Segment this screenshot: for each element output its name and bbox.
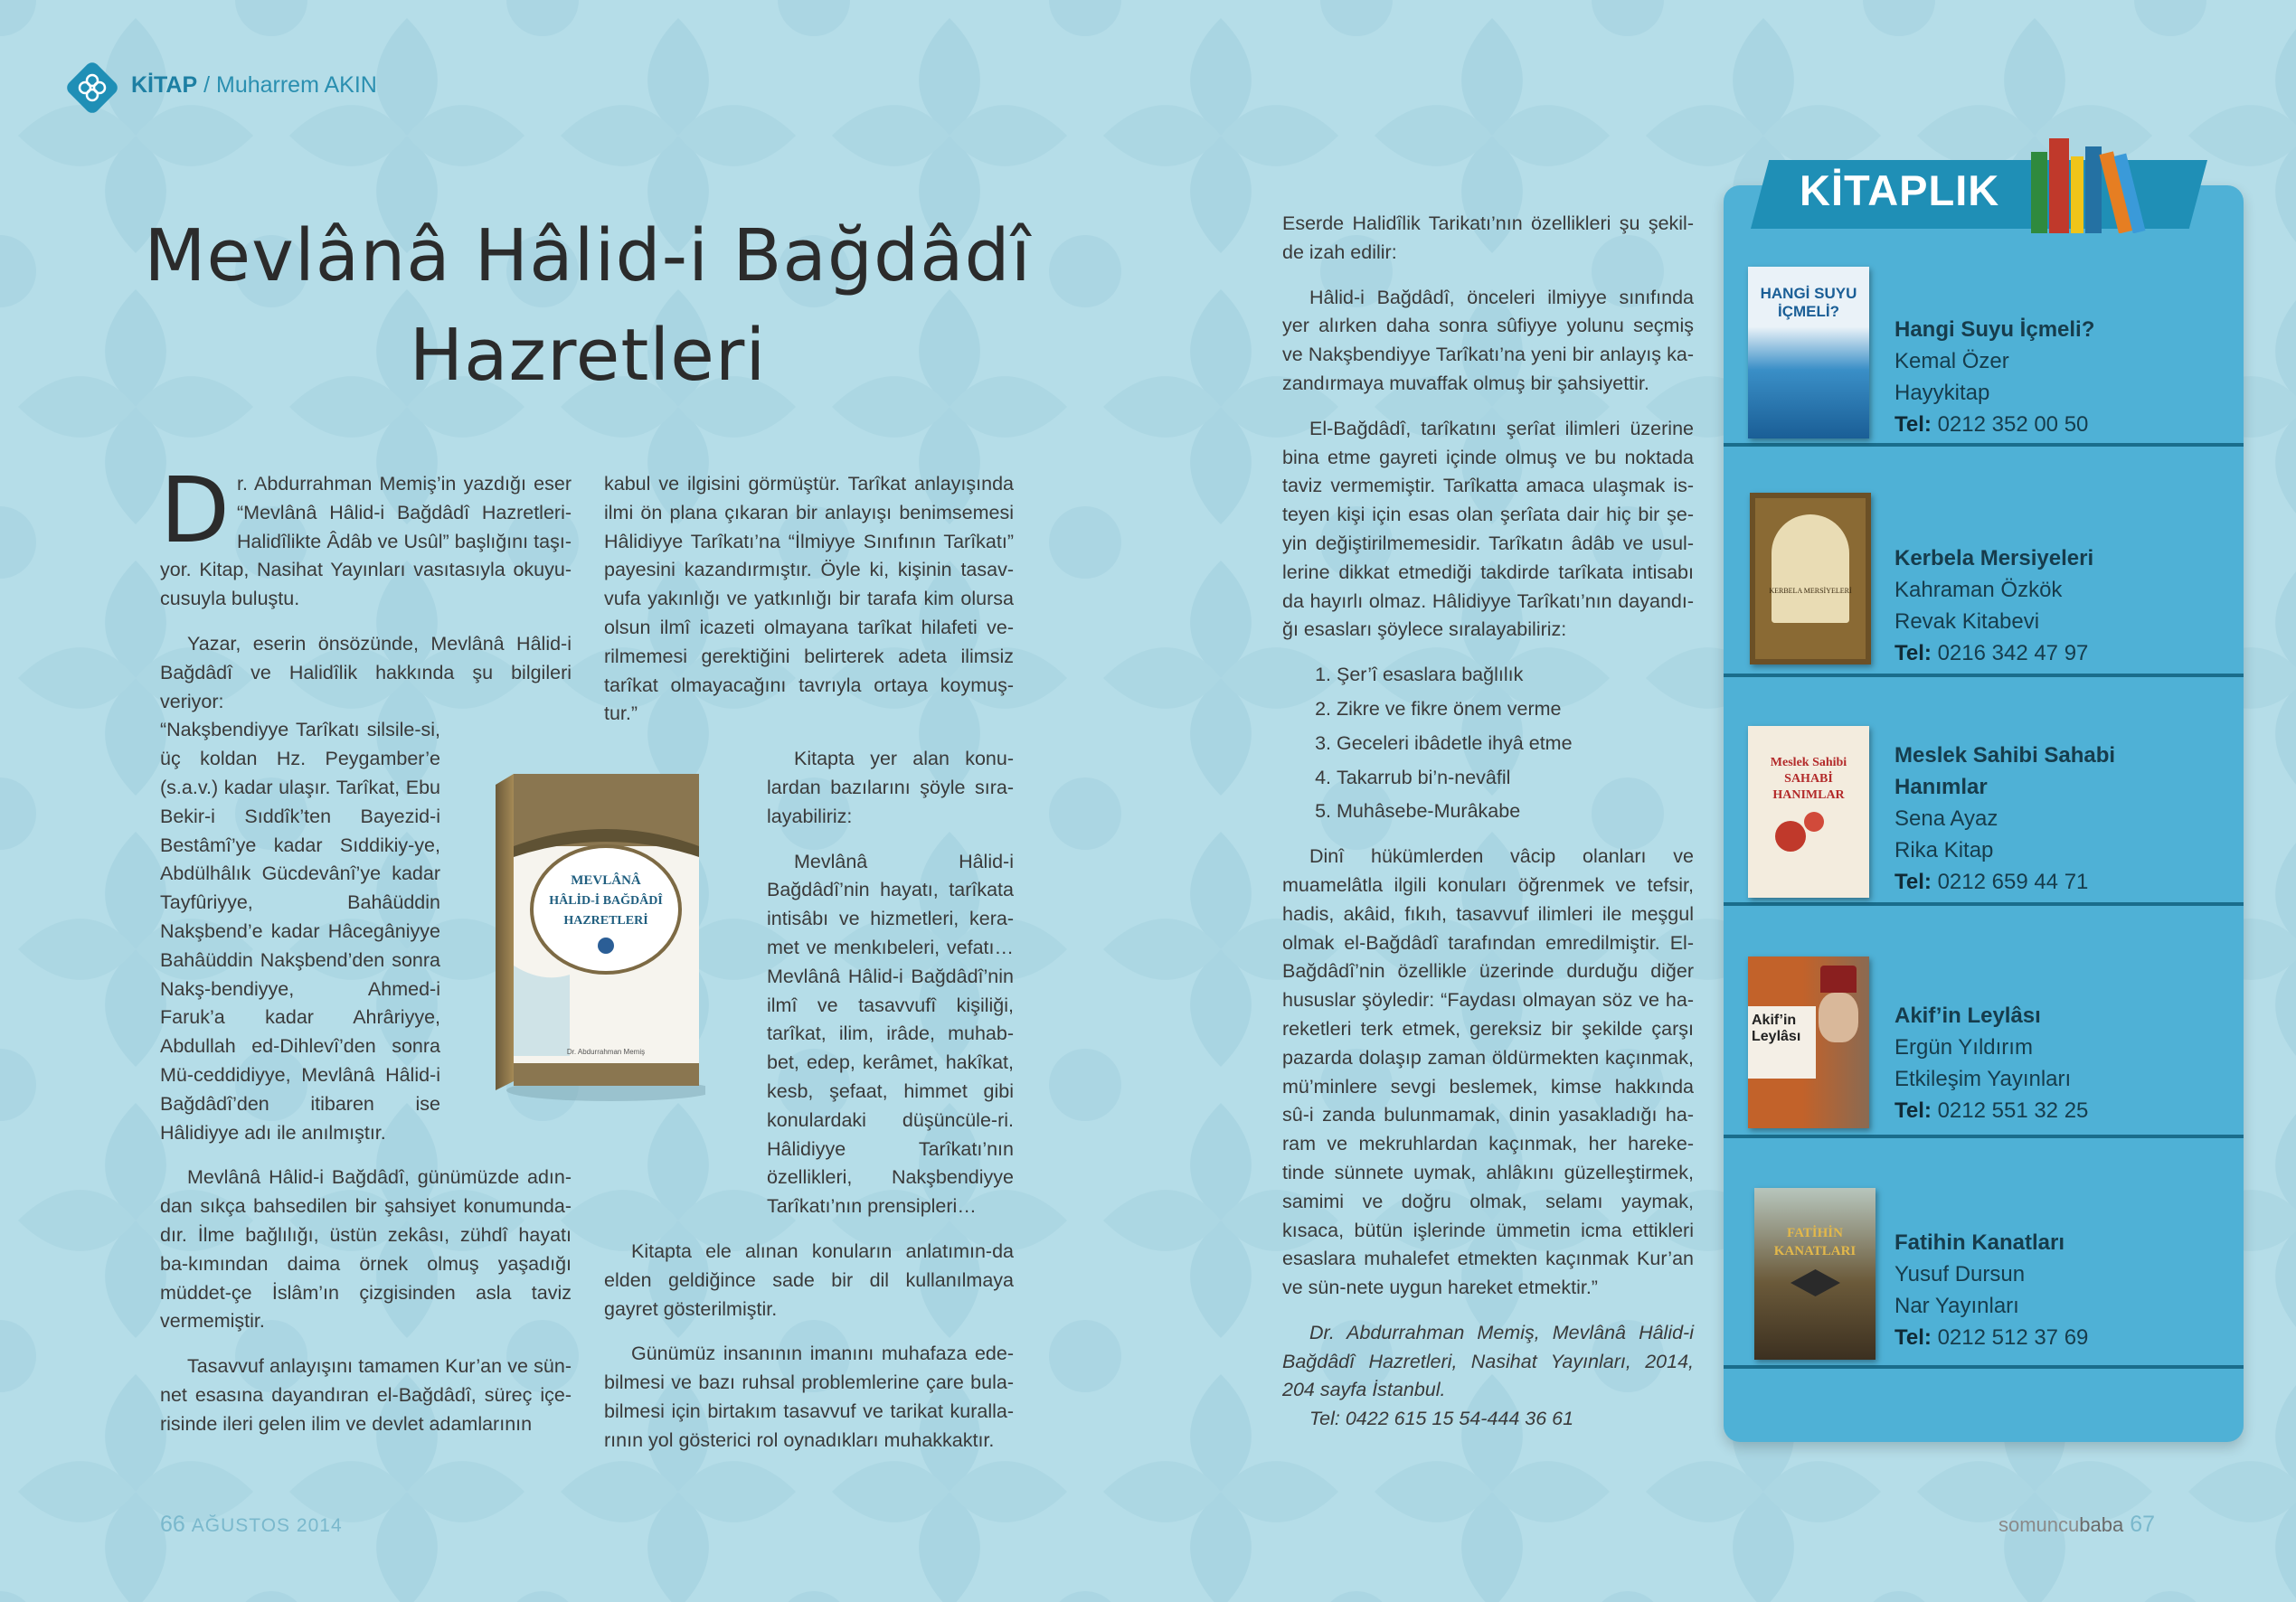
book-reference: Dr. Abdurrahman Memiş, Mevlânâ Hâlid-i Bağdâdî Hazretleri, Nasihat Yayınları, 2014, 204 sayfa İstanbul.: [1282, 1321, 1694, 1401]
book-item: [1745, 1188, 2234, 1369]
list-item: 5. Muhâsebe-Murâkabe: [1337, 797, 1694, 826]
list-item: 2. Zikre ve fikre önem verme: [1337, 695, 1694, 724]
paragraph: Kitapta yer alan konu-lardan bazılarını şöyle sıra-layabiliriz:: [767, 748, 1014, 827]
book-author: Kemal Özer: [1894, 349, 2009, 373]
cover-author: Dr. Abdurrahman Memiş: [566, 1048, 646, 1056]
book-info: [1894, 542, 2093, 669]
paragraph: Hâlid-i Bağdâdî, önceleri ilmiyye sınıfında yer alırken daha sonra sûfiyye yolunu seçmiş ve Nakşbendiyye Tarîkatı’na yeni bir anlayış ka-zandırmaya muvaffak olmuş bir şahsiyettir.: [1282, 286, 1694, 394]
section-header: [131, 72, 377, 99]
cover-title-line2: HÂLİD-İ BAĞDÂDÎ: [549, 894, 663, 908]
paragraph: Dr. Abdurrahman Memiş’in yazdığı eser “Mevlânâ Hâlid-i Bağdâdî Hazretleri-Halidîlikte Âdâb ve Usûl” başlığını taşı-yor. Kitap, Nasihat Yayınları vasıtasıyla okuyu-cusuyla buluştu.: [160, 457, 572, 610]
book-cover-thumbnail: Meslek Sahibi SAHABİ HANIMLAR: [1748, 726, 1869, 898]
book-title: Akif’in Leylâsı: [1894, 1004, 2041, 1028]
book-phone: Tel: 0212 659 44 71: [1894, 870, 2089, 894]
footer-left: [160, 1512, 343, 1538]
book-phone: Tel: 0212 352 00 50: [1894, 412, 2089, 437]
book-author: Ergün Yıldırım: [1894, 1035, 2033, 1060]
paragraph: Tasavvuf anlayışını tamamen Kur’an ve sün-net esasına dayandıran el-Bağdâdî, süreç içe-risinde ileri gelen ilim ve devlet adamlarının: [160, 1355, 572, 1435]
book-publisher: Nar Yayınları: [1894, 1294, 2019, 1318]
cover-title-line3: HAZRETLERİ: [563, 914, 648, 928]
book-info: [1894, 314, 2094, 440]
cover-title-line1: MEVLÂNÂ: [571, 873, 641, 888]
book-cover-thumbnail: KERBELA MERSİYELERİ: [1750, 493, 1871, 664]
paragraph: Eserde Halidîlik Tarikatı’nın özellikleri şu şekil-de izah edilir:: [1282, 212, 1694, 263]
book-author: Sena Ayaz: [1894, 806, 1998, 831]
book-publisher: Hayykitap: [1894, 381, 1990, 405]
book-publisher: Revak Kitabevi: [1894, 609, 2040, 634]
books-stack-icon: [2026, 134, 2148, 233]
magazine-brand: somuncubaba: [1998, 1513, 2124, 1536]
paragraph: Dinî hükümlerden vâcip olanları ve muamelâtla ilgili konuları öğrenmek ve tefsir, hadis, akâid, fıkıh, tasavvuf ilimleri ile meşgul olmak el-Bağdâdî tarafından emredilmiştir. El-Bağdâdî’nin özellikle üzerinde durduğu diğer hususlar şöyledir: “Faydası olmayan söz ve ha-reketleri terk etmek, gereksiz bir şekilde çarşı pazarda dolaşıp zaman öldürmekten kaçınmak, mü’minlere sevgi beslemek, kimse hakkında sû-i zanda bulunmamak, dinin yasakladığı ha-ram ve mekruhlardan kaçınmak, her hareke-tinde sünnete uymak, ahlâkını güzelleştirmek, samimi ve doğru olmak, selamı yaymak, kısaca, bütün işlerinde ümmetin icma ettikleri esaslara muhalefet etmekten kaçınmak Kur’an ve sün-nete uygun hareket etmektir.”: [1282, 845, 1694, 1299]
article-title-line2: Hazretleri: [409, 314, 767, 397]
list-item: 1. Şer’î esaslara bağlılık: [1337, 661, 1694, 690]
issue-date: AĞUSTOS 2014: [191, 1515, 343, 1536]
book-phone: Tel: 0212 512 37 69: [1894, 1325, 2089, 1350]
column-author: Muharrem AKIN: [216, 72, 377, 98]
book-item: [1745, 726, 2234, 907]
header-separator: /: [197, 72, 216, 98]
page-number-left: 66: [160, 1512, 185, 1537]
paragraph: Mevlânâ Hâlid-i Bağdâdî, günümüzde adın-dan sıkça bahsedilen bir şahsiyet konumunda-dır. İlme bağlılığı, üstün zekâsı, zühdî hayatı ba-kımından daima örnek olmuş yaşadığı müddet-çe İslâm’ın çizgisinden asla taviz vermemiştir.: [160, 1166, 572, 1333]
book-author: Kahraman Özkök: [1894, 578, 2063, 602]
book-item: [1745, 493, 2234, 674]
reference-phone: Tel: 0422 615 15 54-444 36 61: [1309, 1408, 1574, 1430]
book-item: [1745, 956, 2234, 1137]
shelf-divider: [1724, 674, 2244, 677]
paragraph: kabul ve ilgisini görmüştür. Tarîkat anlayışında ilmi ön plana çıkaran bir anlayışı benimsemesi Hâlidiyye Tarîkatı’na “İlmiyye Sınıfının Tarîkatı” payesini kazandırmıştır. Öyle ki, kişinin tasav-vufa yakınlığı ve yatkınlığı bir tarafa kim olursa olsun ilmî icazeti olmayana tarîkat hilafeti ve-rilmemesi gerektiğini belirterek adeta ilimsiz tarîkat olmayacağını tavrıyla ortaya koymuş-tur.”: [604, 473, 1014, 725]
book-cover-thumbnail: Akif’in Leylâsı: [1748, 956, 1869, 1128]
book-info: [1894, 1227, 2088, 1353]
book-cover-thumbnail: HANGİ SUYU İÇMELİ?: [1748, 267, 1869, 438]
book-publisher: Etkileşim Yayınları: [1894, 1067, 2072, 1091]
section-logo-icon: [63, 59, 121, 117]
footer-right: [1998, 1512, 2155, 1538]
list-item: 4. Takarrub bi’n-nevâfil: [1337, 764, 1694, 793]
paragraph: Yazar, eserin önsözünde, Mevlânâ Hâlid-i Bağdâdî ve Halidîlik hakkında şu bilgileri veriyor:: [160, 632, 572, 712]
principles-list: [1309, 661, 1694, 826]
paragraph-quote: “Nakşbendiyye Tarîkatı silsile-si, üç koldan Hz. Peygamber’e (s.a.v.) kadar ulaşır. Tarîkat, Ebu Bekir-i Sıddîk’ten Bayezid-i Bestâmî’ye kadar Sıddikiy-ye, Abdülhâlık Gücdevânî’ye kadar Tayfûriyye, Bahâüddin Nakşbend’e kadar Hâcegâniyye Bahâüddin Nakşbend’den sonra Nakş-bendiyye, Ahmed-i Faruk’a kadar Ahrâriyye, Abdullah ed-Dihlevî’den sonra Mü-ceddidiyye, Mevlânâ Hâlid-i Bağdâdî’den itibaren ise Hâlidiyye adı ile anılmıştır.: [160, 719, 440, 1144]
book-phone: Tel: 0216 342 47 97: [1894, 641, 2089, 665]
book-cover-thumbnail: FATİHİN KANATLARI: [1754, 1188, 1876, 1360]
book-author: Yusuf Dursun: [1894, 1262, 2026, 1286]
section-label: KİTAP: [131, 72, 198, 98]
paragraph: Kitapta ele alınan konuların anlatımın-da elden geldiğince sade bir dil kullanılmaya gayret gösterilmiştir.: [604, 1239, 1014, 1320]
book-title: Fatihin Kanatları: [1894, 1230, 2065, 1255]
book-info: [1894, 1000, 2088, 1126]
book-publisher: Rika Kitap: [1894, 838, 1994, 862]
book-title: Hangi Suyu İçmeli?: [1894, 317, 2095, 342]
paragraph: Mevlânâ Hâlid-i Bağdâdî’nin hayatı, tarîkata intisâbı ve hizmetleri, kera-met ve menkıbeleri, vefatı… Mevlânâ Hâlid-i Bağdâdî’nin ilmî ve tasavvufî kişiliği, tarîkat, ilim, irâde, muhab-bet, edep, kerâmet, hakîkat, kesb, şefaat, himmet gibi konulardaki düşüncüle-ri. Hâlidiyye Tarîkatı’nın özellikleri, Nakşbendiyye Tarîkatı’nın prensipleri…: [767, 850, 1014, 1218]
paragraph: El-Bağdâdî, tarîkatını şerîat ilimleri üzerine bina etme gayreti içinde olmuş ve bu noktada taviz vermemiştir. Tarîkatta amaca ulaşmak is-teyen kişi için esas olan şerîata dair hiç bir şe-yin değiştirilmemesidir. Tarîkatın âdâb ve usul-lerine dikkat etmediği takdirde tarîkata intisabı da hayırlı olmaz. Hâlidiyye Tarîkatı’nın dayandı-ğı esasları şöylece sıralayabiliriz:: [1282, 417, 1694, 641]
page-number-right: 67: [2130, 1512, 2155, 1537]
paragraph: Günümüz insanının imanını muhafaza ede-bilmesi ve bazı ruhsal problemlerine çare bula-bilmesi için birtakım tasavvuf ve tarikat kuralla-rının yol gösterici rol oynadıkları muhakkaktır.: [604, 1343, 1014, 1451]
book-info: [1894, 740, 2130, 898]
list-item: 3. Geceleri ibâdetle ihyâ etme: [1337, 730, 1694, 759]
book-phone: Tel: 0212 551 32 25: [1894, 1098, 2089, 1123]
drop-cap: D: [160, 457, 231, 563]
article-column-2: [604, 470, 1014, 1472]
article-title: [136, 206, 1040, 405]
kitaplik-title: KİTAPLIK: [1800, 166, 2000, 214]
book-item: [1745, 267, 2234, 448]
book-title: Kerbela Mersiyeleri: [1894, 546, 2094, 570]
article-column-3: [1282, 210, 1694, 1450]
book-title: Meslek Sahibi Sahabi Hanımlar: [1894, 743, 2116, 799]
article-title-line1: Mevlânâ Hâlid-i Bağdâdî: [144, 214, 1032, 297]
